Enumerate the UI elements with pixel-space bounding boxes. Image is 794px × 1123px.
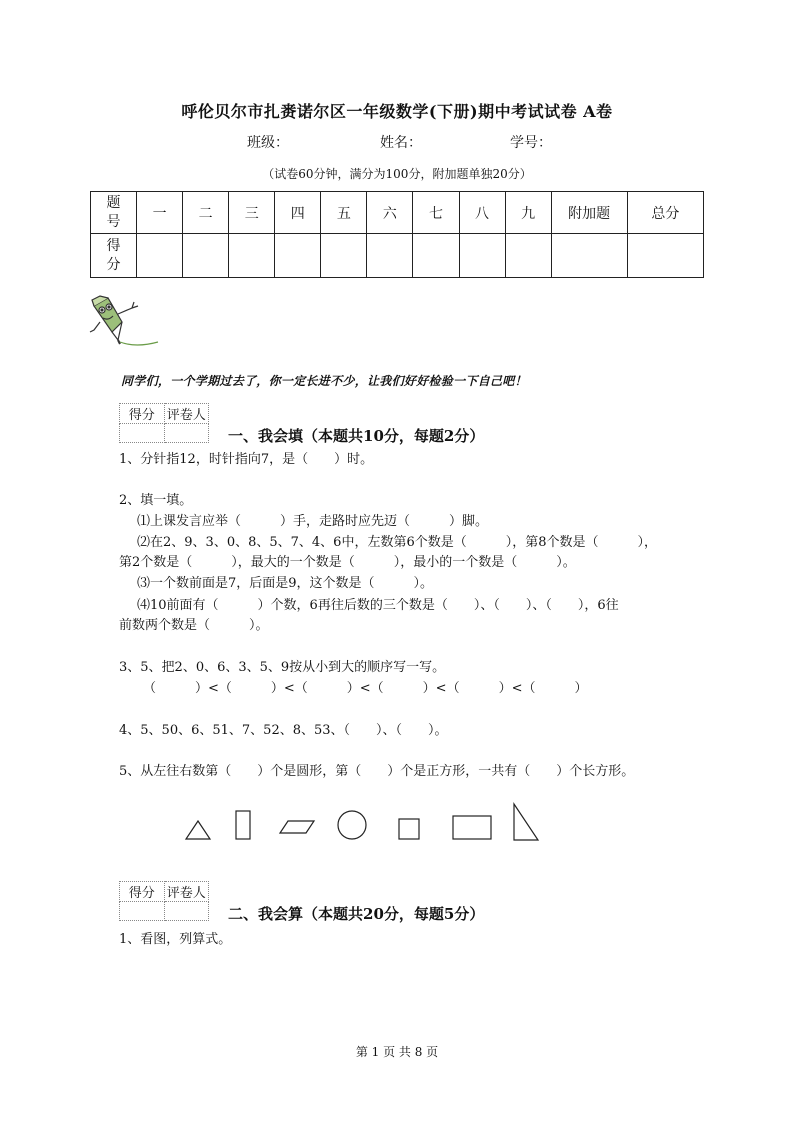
score-table-column-header: 四: [275, 192, 321, 234]
score-cell: [627, 234, 703, 278]
score-table-column-header: 七: [413, 192, 459, 234]
section-1-heading: 一、我会填（本题共10分，每题2分）: [228, 427, 485, 445]
question-1-2-part-2: ⑵在2、9、3、0、8、5、7、4、6中，左数第6个数是（ ），第8个数是（ ），: [137, 535, 657, 550]
pencil-mascot-icon: [88, 292, 160, 348]
question-1-5: 5、从左往右数第（ ）个是圆形，第（ ）个是正方形，一共有（ ）个长方形。: [119, 764, 635, 779]
grader-score-label: 得分: [120, 404, 165, 424]
grader-score-cell: [120, 902, 165, 921]
score-cell: [413, 234, 459, 278]
question-1-2-part-4: ⑷10前面有（ ）个数，6再往后数的三个数是（ ）、（ ）、（ ），6往: [137, 598, 619, 613]
wide-rectangle-shape: [453, 816, 491, 839]
question-1-2-part-1: ⑴上课发言应举（ ）手，走路时应先迈（ ）脚。: [137, 514, 489, 529]
grader-reviewer-cell: [164, 424, 209, 443]
question-1-2-part-3: ⑶一个数前面是7，后面是9，这个数是（ ）。: [137, 576, 434, 591]
shapes-row: [180, 800, 550, 845]
class-label: 班级：: [247, 135, 289, 151]
triangle-shape: [186, 821, 210, 839]
score-table-column-header: 六: [367, 192, 413, 234]
score-cell: [551, 234, 627, 278]
question-1-1: 1、分针指12，时针指向7，是（ ）时。: [119, 452, 374, 467]
encouragement-text: 同学们，一个学期过去了，你一定长进不少，让我们好好检验一下自己吧！: [121, 374, 527, 388]
score-cell: [505, 234, 551, 278]
score-table-column-header: 一: [137, 192, 183, 234]
name-label: 姓名：: [380, 135, 422, 151]
score-table-row-header: 得 分: [91, 234, 137, 278]
score-cell: [137, 234, 183, 278]
score-cell: [183, 234, 229, 278]
right-triangle-shape: [514, 804, 538, 840]
parallelogram-shape: [280, 821, 314, 833]
question-1-3-stem: 3、5、把2、0、6、3、5、9按从小到大的顺序写一写。: [119, 660, 446, 675]
tall-rectangle-shape: [236, 811, 250, 839]
score-table-column-header: 八: [459, 192, 505, 234]
exam-note: （试卷60分钟，满分为100分，附加题单独20分）: [262, 167, 532, 181]
score-table-row-header: 题 号: [91, 192, 137, 234]
question-1-2-part-4-cont: 前数两个数是（ ）。: [119, 618, 269, 633]
student-number-label: 学号：: [510, 135, 552, 151]
score-table-column-header: 总分: [627, 192, 703, 234]
score-cell: [367, 234, 413, 278]
grader-score-cell: [120, 424, 165, 443]
score-table-column-header: 附加题: [551, 192, 627, 234]
question-1-3-ordering: （ ）<（ ）<（ ）<（ ）<（ ）<（ ）: [143, 681, 588, 696]
score-table-column-header: 三: [229, 192, 275, 234]
grader-box: [119, 881, 209, 921]
question-2-1: 1、看图，列算式。: [119, 932, 232, 947]
score-table-column-header: 二: [183, 192, 229, 234]
score-table: [90, 191, 704, 278]
score-cell: [275, 234, 321, 278]
square-shape: [399, 819, 419, 839]
question-1-4: 4、5、50、6、51、7、52、8、53、（ ）、（ ）。: [119, 723, 448, 738]
circle-shape: [338, 811, 366, 839]
score-cell: [229, 234, 275, 278]
grader-reviewer-label: 评卷人: [164, 404, 209, 424]
question-1-2-part-2-cont: 第2个数是（ ），最大的一个数是（ ），最小的一个数是（ ）。: [119, 555, 576, 570]
grader-reviewer-cell: [164, 902, 209, 921]
section-2-heading: 二、我会算（本题共20分，每题5分）: [228, 905, 485, 923]
score-table-column-header: 九: [505, 192, 551, 234]
grader-score-label: 得分: [120, 882, 165, 902]
question-1-2-stem: 2、填一填。: [119, 493, 193, 508]
grader-box: [119, 403, 209, 443]
page-footer: 第 1 页 共 8 页: [355, 1045, 439, 1059]
score-table-column-header: 五: [321, 192, 367, 234]
score-cell: [459, 234, 505, 278]
grader-reviewer-label: 评卷人: [164, 882, 209, 902]
page-title: 呼伦贝尔市扎赉诺尔区一年级数学(下册)期中考试试卷 A卷: [181, 102, 613, 121]
score-cell: [321, 234, 367, 278]
